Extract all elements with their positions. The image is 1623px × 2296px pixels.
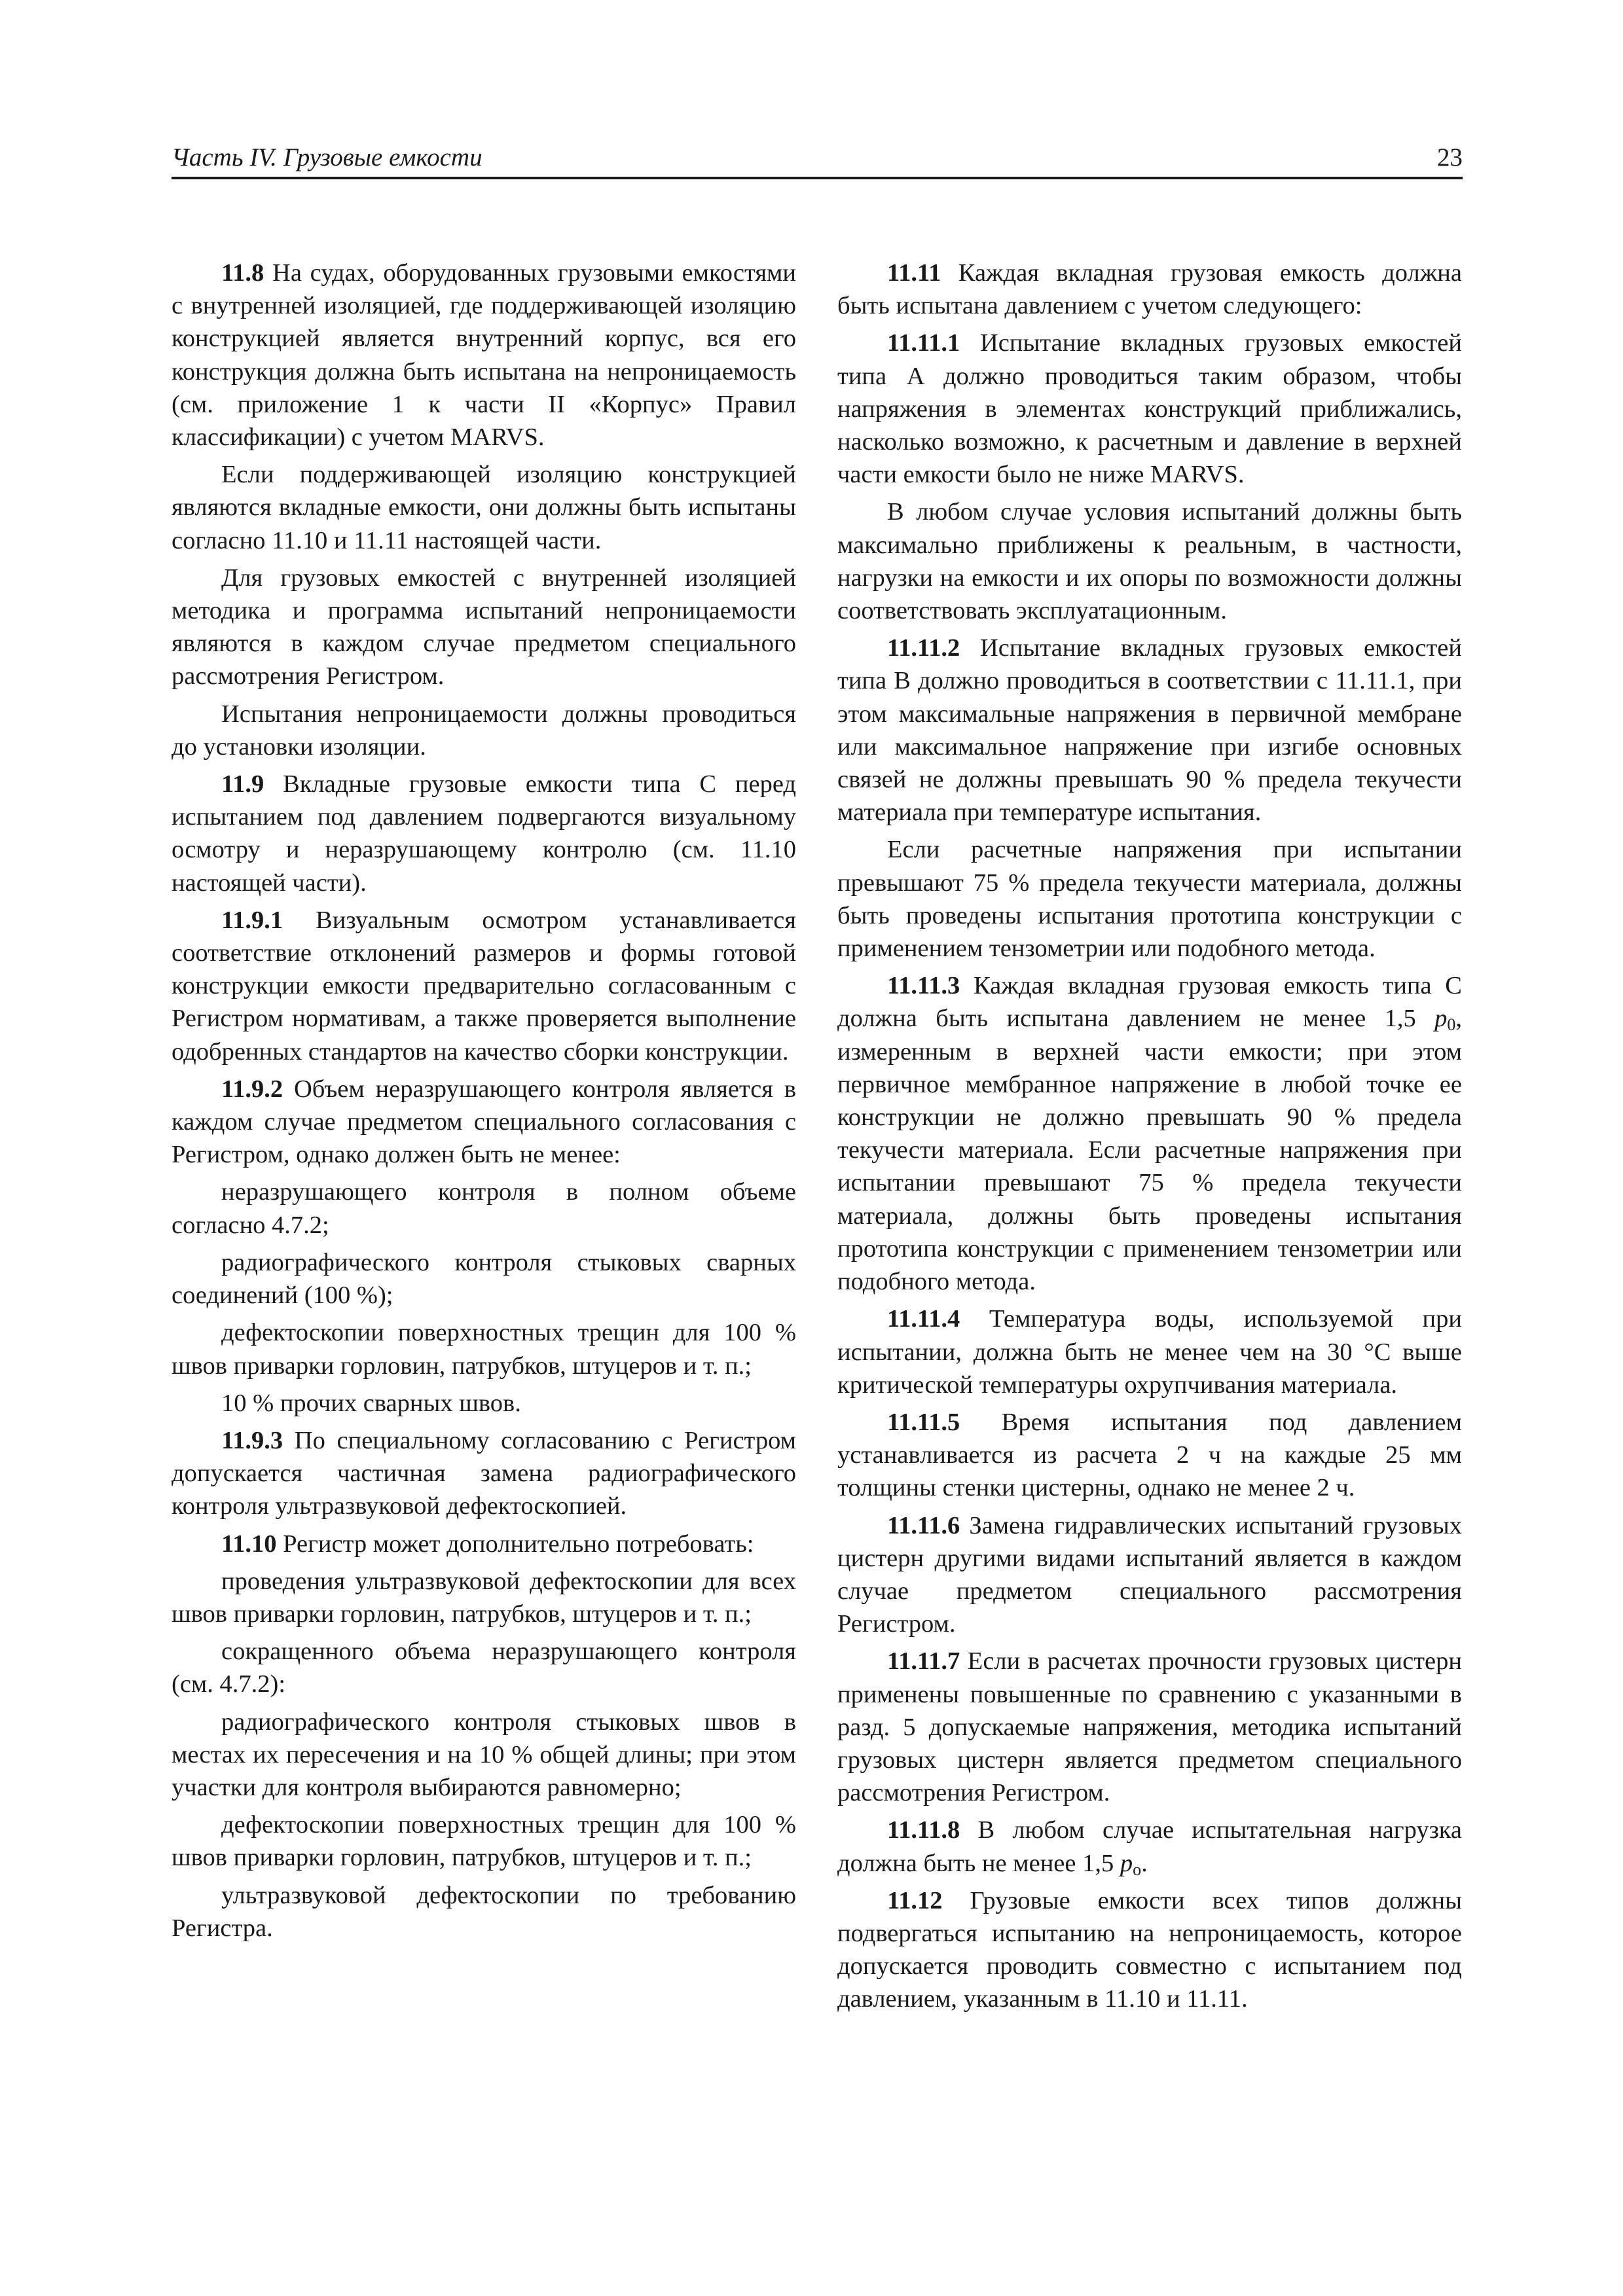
paragraph-text: Вкладные грузовые емкости типа C перед испытанием под давлением подвергаются визуальному осмотру и неразрушающему контролю (см. 11.10 настоящей части). bbox=[172, 770, 796, 897]
paragraph-text: радиографического контроля стыковых сварных соединений (100 %); bbox=[172, 1248, 796, 1310]
clause-number: 11.11.7 bbox=[887, 1647, 960, 1676]
page-header bbox=[172, 143, 1463, 178]
pressure-symbol: p bbox=[1434, 1005, 1448, 1033]
paragraph bbox=[172, 1316, 796, 1382]
right-column bbox=[837, 257, 1462, 2020]
paragraph bbox=[172, 1387, 796, 1420]
paragraph bbox=[837, 257, 1462, 322]
paragraph-text: Если расчетные напряжения при испытании превышают 75 % предела текучести материала, должны быть проведены испытания прототипа конструкции с применением тензометрии или подобного метода. bbox=[837, 836, 1462, 963]
paragraph bbox=[837, 1814, 1462, 1879]
paragraph bbox=[172, 458, 796, 557]
paragraph-text: Температура воды, используемой при испытании, должна быть не менее чем на 30 °C выше критической температуры охрупчивания материала. bbox=[837, 1305, 1462, 1399]
clause-number: 11.8 bbox=[221, 259, 264, 287]
paragraph-text: В любом случае условия испытаний должны быть максимально приближены к реальным, в частности, нагрузки на емкости и их опоры по возможности должны соответствовать эксплуатационным. bbox=[837, 498, 1462, 625]
left-column bbox=[172, 257, 796, 1949]
paragraph-text: неразрушающего контроля в полном объеме согласно 4.7.2; bbox=[172, 1178, 796, 1239]
paragraph bbox=[172, 1565, 796, 1630]
paragraph bbox=[172, 1246, 796, 1312]
paragraph-text: Грузовые емкости всех типов должны подвергаться испытанию на непроницаемость, которое допускается проводить совместно с испытанием под давлением, указанным в 11.10 и 11.11. bbox=[837, 1886, 1462, 2013]
clause-number: 11.10 bbox=[221, 1530, 277, 1558]
pressure-symbol: p bbox=[1120, 1849, 1133, 1877]
pressure-subscript: o bbox=[1133, 1859, 1142, 1879]
paragraph-text: На судах, оборудованных грузовыми емкостями с внутренней изоляцией, где поддерживающей изоляцию конструкцией является внутренний корпус, вся его конструкция должна быть испытана на непроницаемость (см. приложение 1 к части II «Корпус» Правил классификации) с учетом MARVS. bbox=[172, 259, 796, 452]
header-rule bbox=[172, 177, 1463, 179]
paragraph-text: Испытание вкладных грузовых емкостей типа A должно проводиться таким образом, чтобы напряжения в элементах конструкций приближались, насколько возможно, к расчетным и давление в верхней части емкости было не ниже MARVS. bbox=[837, 329, 1462, 489]
paragraph-text: Если в расчетах прочности грузовых цистерн применены повышенные по сравнению с указанными в разд. 5 допускаемые напряжения, методика испытаний грузовых цистерн является предметом специального рассмотрения Регистром. bbox=[837, 1647, 1462, 1807]
clause-number: 11.11.5 bbox=[887, 1408, 960, 1436]
clause-number: 11.9.1 bbox=[221, 906, 283, 934]
paragraph bbox=[172, 1424, 796, 1523]
paragraph-text: Визуальным осмотром устанавливается соответствие отклонений размеров и формы готовой конструкции емкости предварительно согласованным с Регистром нормативам, а также проверяется выполнение одобренных стандартов на качество сборки конструкции. bbox=[172, 906, 796, 1066]
paragraph-text: дефектоскопии поверхностных трещин для 100 % швов приварки горловин, патрубков, штуцеров и т. п.; bbox=[172, 1811, 796, 1872]
paragraph bbox=[172, 1706, 796, 1804]
clause-number: 11.11.1 bbox=[887, 329, 960, 357]
paragraph-text: Регистр может дополнительно потребовать: bbox=[276, 1530, 754, 1558]
paragraph bbox=[837, 833, 1462, 965]
paragraph-text: Испытания непроницаемости должны проводиться до установки изоляции. bbox=[172, 700, 796, 761]
clause-number: 11.11.2 bbox=[887, 634, 960, 662]
clause-number: 11.9.3 bbox=[221, 1426, 283, 1454]
paragraph-text: ультразвуковой дефектоскопии по требованию Регистра. bbox=[172, 1881, 796, 1942]
paragraph bbox=[172, 1175, 796, 1241]
paragraph bbox=[837, 969, 1462, 1298]
paragraph bbox=[172, 1073, 796, 1172]
paragraph bbox=[172, 1808, 796, 1874]
paragraph-text: Каждая вкладная грузовая емкость типа C должна быть испытана давлением не менее 1,5 bbox=[837, 972, 1462, 1033]
paragraph-text: Каждая вкладная грузовая емкость должна быть испытана давлением с учетом следующего: bbox=[837, 259, 1462, 320]
clause-number: 11.11.6 bbox=[887, 1511, 960, 1539]
paragraph bbox=[837, 1509, 1462, 1641]
page-number: 23 bbox=[1437, 143, 1463, 171]
pressure-subscript: 0 bbox=[1447, 1015, 1456, 1035]
paragraph-text: сокращенного объема неразрушающего контроля (см. 4.7.2): bbox=[172, 1638, 796, 1698]
paragraph bbox=[837, 495, 1462, 627]
clause-number: 11.11.3 bbox=[887, 972, 960, 1000]
paragraph bbox=[172, 257, 796, 454]
paragraph-text: Замена гидравлических испытаний грузовых цистерн другими видами испытаний является в каждом случае предметом специального рассмотрения Регистром. bbox=[837, 1511, 1462, 1638]
paragraph bbox=[172, 1879, 796, 1945]
running-title: Часть IV. Грузовые емкости bbox=[172, 143, 483, 171]
clause-number: 11.11.8 bbox=[887, 1816, 960, 1844]
paragraph-text: Если поддерживающей изоляцию конструкцией являются вкладные емкости, они должны быть испытаны согласно 11.10 и 11.11 настоящей части. bbox=[172, 461, 796, 554]
clause-number: 11.12 bbox=[887, 1886, 943, 1914]
paragraph-text: проведения ультразвуковой дефектоскопии для всех швов приварки горловин, патрубков, штуцеров и т. п.; bbox=[172, 1567, 796, 1628]
clause-number: 11.9 bbox=[221, 770, 264, 798]
paragraph bbox=[837, 1645, 1462, 1809]
paragraph-text: Для грузовых емкостей с внутренней изоляцией методика и программа испытаний непроницаемости являются в каждом случае предметом специального рассмотрения Регистром. bbox=[172, 564, 796, 691]
paragraph-text: В любом случае испытательная нагрузка должна быть не менее 1,5 bbox=[837, 1816, 1462, 1877]
paragraph-text: 10 % прочих сварных швов. bbox=[221, 1389, 521, 1417]
paragraph-text: Объем неразрушающего контроля является в каждом случае предметом специального согласования с Регистром, однако должен быть не менее: bbox=[172, 1075, 796, 1169]
paragraph-text: По специальному согласованию с Регистром допускается частичная замена радиографического контроля ультразвуковой дефектоскопией. bbox=[172, 1426, 796, 1520]
paragraph bbox=[172, 562, 796, 693]
paragraph bbox=[172, 904, 796, 1068]
paragraph bbox=[837, 1302, 1462, 1401]
paragraph-text-tail: , измеренным в верхней части емкости; при этом первичное мембранное напряжение в любой точке ее конструкции не должно превышать 90 % предела текучести материала. Если расчетные напряжения при испытании превышают 75 % предела текучести материала, должны быть проведены испытания прототипа конструкции с применением тензометрии или подобного метода. bbox=[837, 1005, 1462, 1296]
paragraph bbox=[172, 1528, 796, 1560]
clause-number: 11.9.2 bbox=[221, 1075, 283, 1103]
paragraph bbox=[172, 768, 796, 899]
paragraph-text: радиографического контроля стыковых швов в местах их пересечения и на 10 % общей длины; при этом участки для контроля выбираются равномерно; bbox=[172, 1708, 796, 1801]
paragraph-text: Время испытания под давлением устанавливается из расчета 2 ч на каждые 25 мм толщины стенки цистерны, однако не менее 2 ч. bbox=[837, 1408, 1462, 1502]
paragraph-text: дефектоскопии поверхностных трещин для 100 % швов приварки горловин, патрубков, штуцеров и т. п.; bbox=[172, 1319, 796, 1380]
paragraph-text: Испытание вкладных грузовых емкостей типа B должно проводиться в соответствии с 11.11.1, при этом максимальные напряжения в первичной мембране или максимальное напряжение при изгибе основных связей не должны превышать 90 % предела текучести материала при температуре испытания. bbox=[837, 634, 1462, 827]
paragraph bbox=[837, 632, 1462, 829]
clause-number: 11.11.4 bbox=[887, 1305, 960, 1333]
paragraph bbox=[837, 1884, 1462, 2016]
clause-number: 11.11 bbox=[887, 259, 941, 287]
paragraph bbox=[172, 698, 796, 763]
paragraph bbox=[837, 1406, 1462, 1505]
paragraph bbox=[172, 1635, 796, 1700]
paragraph-text-tail: . bbox=[1141, 1849, 1148, 1877]
paragraph bbox=[837, 327, 1462, 491]
